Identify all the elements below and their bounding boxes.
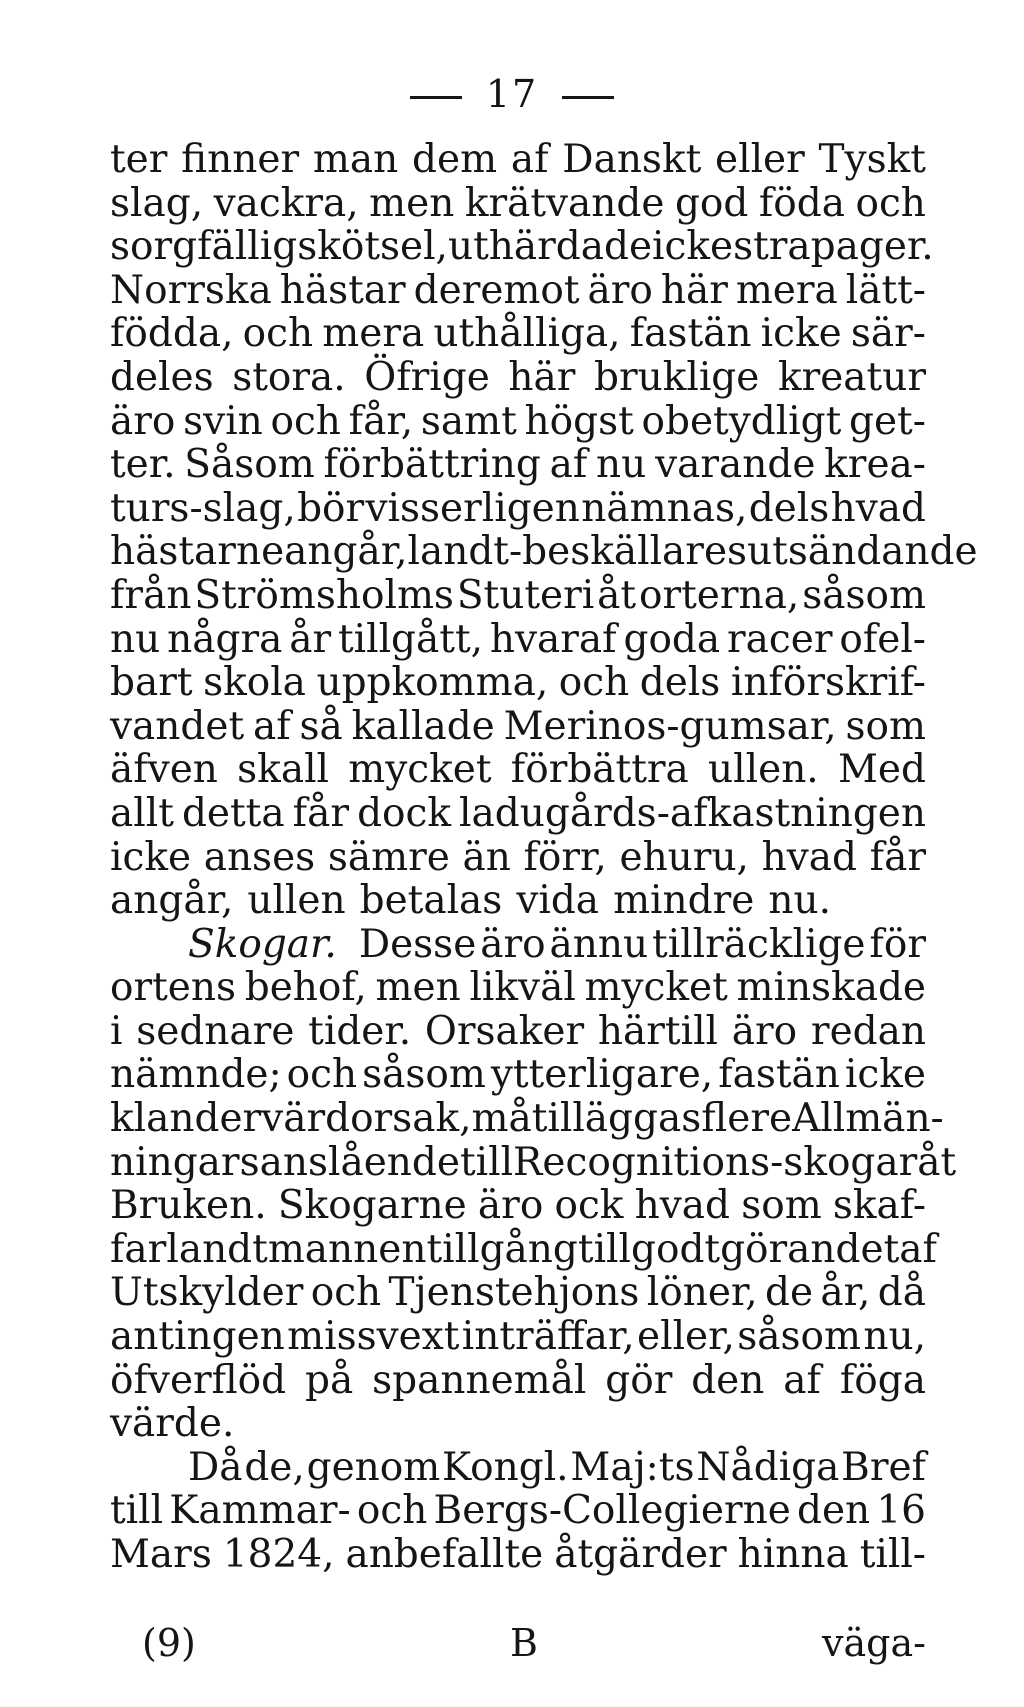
word: missvext [287,1314,460,1360]
word: hvad [830,485,926,531]
text-line [110,356,926,400]
word: och [270,398,341,444]
word: här [660,267,728,313]
text-line [110,1489,926,1533]
word: hvaraf [489,616,617,662]
word: föda [758,180,845,226]
section-heading: Skogar. [188,921,337,967]
word: från [110,572,192,618]
word: ytterligare, [490,1052,714,1098]
word: vackra, [213,180,359,226]
word: gör [605,1357,673,1403]
word: Utskylder [110,1270,304,1316]
text-line [110,618,926,662]
word: redan [810,1008,926,1054]
text-line [110,1184,926,1228]
word: får, [348,398,414,444]
word: icke [652,224,734,270]
word: såsom [737,1314,861,1360]
word: ock [554,1183,624,1229]
text-line [110,836,926,880]
word: dels [748,485,830,531]
word: icke [110,834,192,880]
word: sorgfällig [110,224,298,270]
word: goda [623,616,721,662]
word: kallade [351,703,495,749]
word: visserligen [365,485,580,531]
paragraph-royal-letter [110,1446,926,1577]
word: hvad [634,1183,731,1229]
word: deremot [413,267,580,313]
word: krätvande [464,180,665,226]
word: men [375,965,461,1011]
word: skaf- [832,1183,926,1229]
word: Bref [841,1444,926,1490]
word: de [603,224,653,270]
word: slag, [110,180,204,226]
word: sär- [850,311,926,357]
word: och [286,1052,358,1098]
word: och [242,311,314,357]
word: åt [597,572,637,618]
word: såsom [362,1052,486,1098]
word: hvad [761,834,857,880]
text-fragment [359,923,926,967]
word: ofel- [839,616,926,662]
word: till [577,1226,631,1272]
word: af [899,1226,937,1272]
word: får [292,790,349,836]
text-line-first [110,1446,926,1490]
word: som [741,1183,822,1229]
text-line [110,661,926,705]
text-line [110,529,978,575]
text-line [110,443,926,487]
text-line [110,1359,926,1403]
word: må [471,1096,532,1142]
word: varande [655,442,816,488]
word: samt [420,398,517,444]
word: sämre [327,834,450,880]
word: ullen [247,878,346,924]
word: hästar [279,267,406,313]
word: mera [735,267,838,313]
word: betalas [359,878,503,924]
word: förbättra [510,747,689,793]
word: till- [859,1532,926,1577]
word: likväl [469,965,576,1011]
word: tillräcklige [652,921,866,967]
word: utsändande [747,529,978,575]
word: sednare [136,1008,295,1054]
word: angår, [284,529,408,575]
word: uppkomma, [316,660,549,706]
text-line [110,748,926,792]
word: dels [639,660,721,706]
word: landtmannen [166,1226,427,1272]
word: förbättring [323,442,541,488]
word: äro [731,1008,798,1054]
word: kreatur [777,354,926,400]
word: orterna, [638,572,800,618]
word: nämnas, [581,485,748,531]
word: man [312,137,399,182]
word: ladugårds-afkastningen [459,790,926,836]
word: lätt- [845,267,926,313]
header-dash-right [562,96,614,99]
word: här [508,354,576,400]
word: föga [839,1357,926,1403]
text-line-first [110,923,926,967]
word: öfverflöd [110,1357,287,1403]
word: af [510,137,549,182]
word: vida [516,878,600,924]
page-header [0,72,1024,116]
word: Kongl. [442,1444,569,1490]
word: till [459,1139,514,1185]
word: Tyskt [818,137,926,182]
word: värde. [110,1401,235,1447]
word: mycket [348,747,492,793]
word: turs-slag, [110,485,296,531]
word: Danskt [562,137,702,182]
word: anbefallte [345,1532,544,1577]
word: spannemål [372,1357,587,1403]
word: nu, [863,1314,926,1360]
text-line [110,879,926,923]
word: Bruken. [110,1183,267,1229]
word: ter. [110,442,176,488]
word: vandet [110,703,245,749]
word: mycket [584,965,728,1011]
word: anslående [259,1139,460,1185]
word: far [110,1226,167,1272]
word: i [110,1008,123,1054]
word: fastän [629,311,752,357]
word: af [252,703,291,749]
word: införskrif- [730,660,926,706]
word: Såsom [184,442,315,488]
word: Skogarne [277,1183,467,1229]
word: dem [412,137,498,182]
text-line [110,400,926,444]
word: Desse [358,921,477,967]
word: ortens [110,965,237,1011]
word: till [110,1488,164,1534]
text-line [110,487,926,531]
word: än [462,834,511,880]
word: racer [727,616,833,662]
text-line [110,1226,937,1272]
word: tilläggas [531,1096,702,1142]
word: Stuteri [456,572,595,618]
text-line [110,705,926,749]
word: då [877,1270,926,1316]
word: detta [181,790,285,836]
word: mindre [613,878,755,924]
word: åt [917,1139,957,1185]
word: de, [244,1444,305,1490]
word: äfven [110,747,218,793]
word: den [691,1357,765,1403]
word: den [796,1488,871,1534]
word: ter [110,137,168,182]
text-line [110,1139,957,1185]
word: fastän [718,1052,840,1098]
word: och [855,180,926,226]
word: af [783,1357,821,1403]
word: ehuru, [619,834,749,880]
word: Orsaker [424,1008,585,1054]
word: Öfrige [364,354,490,400]
text-line [110,312,926,356]
word: stora. [232,354,346,400]
word: genom [306,1444,441,1490]
word: högst [524,398,634,444]
word: skall [237,747,330,793]
word: några [167,616,283,662]
word: Tjenstehjons [388,1270,640,1316]
word: Kammar- [169,1488,351,1534]
word: Maj:ts [570,1444,695,1490]
header-dash-left [410,96,462,99]
word: flere [701,1096,793,1142]
word: födda, [110,311,234,357]
word: äro [480,921,546,967]
page-footer [110,1619,926,1667]
text-line [110,1402,926,1446]
word: 1824, [222,1532,335,1577]
word: nu [596,442,647,488]
text-line [110,1010,926,1054]
text-line [110,138,926,182]
word: Då [188,1444,243,1490]
body-text [110,137,978,1577]
page-number: 17 [485,72,539,116]
gathering-letter: B [510,1621,538,1665]
word: inträffar, [461,1314,635,1360]
word: bart [110,660,193,706]
word: ningars [110,1139,260,1185]
paragraph-forests [110,921,957,1447]
word: godtgörandet [631,1226,900,1272]
word: Strömsholms [194,572,454,618]
word: allt [110,790,174,836]
word: äro [587,267,653,313]
word: strapager. [733,224,934,270]
text-line [110,1271,926,1315]
text-line [110,224,934,270]
paragraph-livestock [110,137,978,924]
word: icke [844,1052,926,1098]
word: år [289,616,332,662]
word: minskade [736,965,926,1011]
word: finner [181,137,300,182]
text-line [110,792,926,836]
word: Norrska [110,267,272,313]
text-line [110,1315,926,1359]
word: eller [715,137,805,182]
word: ännu [549,921,649,967]
word: ullen. [708,747,819,793]
word: uthålliga, [433,311,621,357]
word: af [549,442,588,488]
word: god [674,180,749,226]
word: och [310,1270,382,1316]
word: Nådiga [696,1444,840,1490]
word: tider. [308,1008,412,1054]
text-line [110,182,926,226]
text-line [110,1533,926,1577]
word: för [869,921,926,967]
word: skötsel, [297,224,448,270]
word: på [305,1357,354,1403]
word: bör [297,485,365,531]
word: äro [477,1183,544,1229]
word: och [356,1488,428,1534]
word: antingen [110,1314,285,1360]
word: härtill [597,1008,719,1054]
word: Allmän- [792,1096,944,1142]
word: Mars [110,1532,212,1577]
word: såsom [802,572,926,618]
signature-mark: (9) [142,1621,196,1665]
word: Recognitions-skogar [513,1139,918,1185]
word: klandervärd [110,1096,351,1142]
word: de [765,1270,814,1316]
word: Med [837,747,926,793]
word: får [869,834,926,880]
word: bruklige [594,354,760,400]
text-line [110,966,926,1010]
word: landt-beskällares [407,529,748,575]
word: åtgärder [554,1532,727,1577]
text-line [110,1053,926,1097]
word: löner, [646,1270,758,1316]
word: tillgång [426,1226,578,1272]
word: men [369,180,455,226]
word: orsak, [350,1096,472,1142]
word: Merinos-gumsar, [503,703,837,749]
word: Bergs-Collegierne [433,1488,791,1534]
word: och [558,660,630,706]
text-line [110,269,926,313]
word: obetydligt [641,398,842,444]
word: dock [357,790,451,836]
text-line [110,1096,944,1142]
word: förr, [523,834,607,880]
word: svin [183,398,263,444]
word: deles [110,354,214,400]
word: behof, [244,965,367,1011]
word: äro [110,398,176,444]
word: hinna [737,1532,849,1577]
word: 16 [876,1488,926,1534]
word: som [845,703,926,749]
word: eller, [637,1314,735,1360]
word: mera [322,311,425,357]
text-line [110,574,926,618]
word: nu [110,616,161,662]
word: så [299,703,343,749]
word: uthärda [447,224,604,270]
word: krea- [824,442,926,488]
word: år, [820,1270,871,1316]
word: angår, [110,878,234,924]
word: nu. [768,878,831,924]
word: icke [760,311,842,357]
word: nämnde; [110,1052,282,1098]
catchword: väga- [822,1621,926,1665]
word: hästarne [110,529,285,575]
word: skola [203,660,306,706]
word: tillgått, [337,616,484,662]
word: get- [849,398,926,444]
word: anses [203,834,316,880]
